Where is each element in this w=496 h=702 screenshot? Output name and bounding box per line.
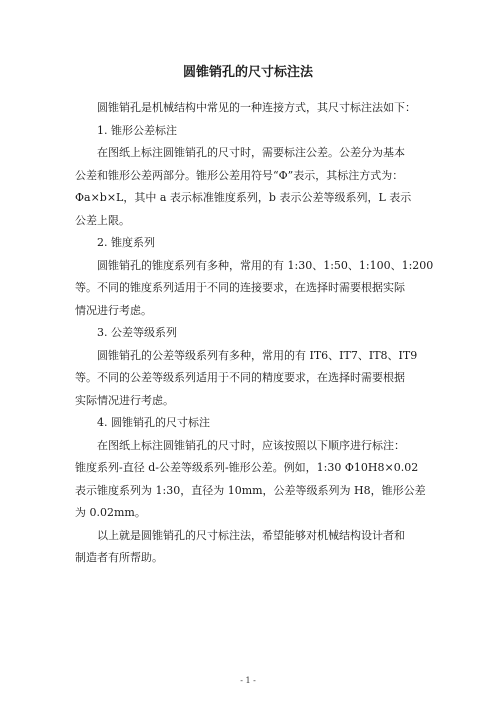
document-title: 圆锥销孔的尺寸标注法 [182,65,313,80]
paragraph-line: 等。不同的公差等级系列适用于不同的精度要求，在选择时需要根据 [75,371,405,384]
document-body [75,97,440,570]
paragraph-line: 等。不同的锥度系列适用于不同的连接要求，在选择时需要根据实际 [75,281,405,294]
paragraph-line: 在图纸上标注圆锥销孔的尺寸时，应该按照以下顺序进行标注： [97,438,405,452]
section-heading-1: 1. 锥形公差标注 [97,123,177,137]
paragraph-line: 为 0.02mm。 [75,506,146,519]
paragraph-line: 制造者有所帮助。 [75,551,163,564]
paragraph-line: 圆锥销孔的锥度系列有多种，常用的有 1:30、1:50、1:100、1:200 [97,258,434,272]
page-number: - 1 - [240,676,256,685]
paragraph-line: 锥度系列-直径 d-公差等级系列-锥形公差。例如，1:30 Φ10H8×0.02 [75,461,419,474]
paragraph-intro: 圆锥销孔是机械结构中常见的一种连接方式，其尺寸标注法如下： [97,101,416,114]
paragraph-line: 公差上限。 [75,213,130,227]
paragraph-line: 情况进行考虑。 [75,303,152,317]
paragraph-line: 表示锥度系列为 1:30，直径为 10mm，公差等级系列为 H8，锥形公差 [75,483,426,497]
paragraph-line: 在图纸上标注圆锥销孔的尺寸时，需要标注公差。公差分为基本 [97,146,405,159]
paragraph-line: 圆锥销孔的公差等级系列有多种，常用的有 IT6、IT7、IT8、IT9 [97,348,418,362]
paragraph-line: 实际情况进行考虑。 [75,393,174,407]
paragraph-line: Φa×b×L，其中 a 表示标准锥度系列，b 表示公差等级系列，L 表示 [75,191,412,204]
section-heading-3: 3. 公差等级系列 [97,326,177,339]
section-heading-2: 2. 锥度系列 [97,236,155,249]
paragraph-conclusion: 以上就是圆锥销孔的尺寸标注法，希望能够对机械结构设计者和 [97,528,405,542]
paragraph-line: 公差和锥形公差两部分。锥形公差用符号“Φ”表示，其标注方式为： [75,168,404,182]
section-heading-4: 4. 圆锥销孔的尺寸标注 [97,416,210,429]
